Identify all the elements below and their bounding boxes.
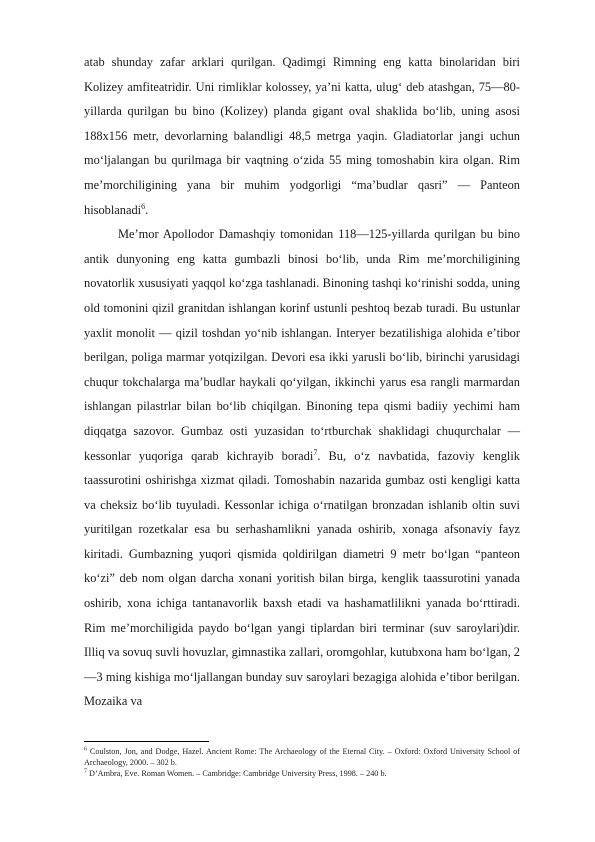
paragraph-2 bbox=[84, 222, 520, 714]
paragraph-2-text-start: Meʼmor Apollodor Damashqiy tomonidan 118—125-yillarda qurilgan bu bino antik dunyoning eng katta gumbazli binosi boʻlib, unda Rim meʼmorchiligining novatorlik xususiyati yaqqol koʻzga tashlanadi. Binoning tashqi koʻrinishi sodda, uning old tomonini qizil granitdan ishlangan korinf ustunli peshtoq bezab turadi. Bu ustunlar yaxlit monolit — qizil toshdan yoʻnib ishlangan. Interyer bezatilishiga alohida eʼtibor berilgan, poliga marmar yotqizilgan. Devori esa ikki yarusli boʻlib, birinchi yarusidagi chuqur tokchalarga maʼbudlar haykali qoʻyilgan, ikkinchi yarus esa rangli marmardan ishlangan pilastrlar bilan boʻlib chiqilgan. Binoning tepa qismi badiiy yechimi ham diqqatga sazovor. Gumbaz osti yuzasidan toʻrtburchak shaklidagi chuqurchalar — kessonlar yuqoriga qarab kichrayib boradi bbox=[84, 227, 520, 463]
footnote-6-marker: 6 bbox=[84, 746, 87, 753]
footnote-7 bbox=[84, 768, 520, 779]
footnote-7-marker: 7 bbox=[84, 768, 87, 775]
footnote-6 bbox=[84, 746, 520, 768]
paragraph-1 bbox=[84, 50, 520, 222]
footnote-ref-6[interactable]: 6 bbox=[141, 201, 146, 211]
footnote-7-text: D’Ambra, Eve. Roman Women. – Cambridge: Cambridge University Press, 1998. – 240 b. bbox=[87, 769, 387, 779]
footnote-6-text: Coulston, Jon, and Dodge, Hazel. Ancient Rome: The Archaeology of the Eternal City. – Oxford: Oxford University School of Archaeology, 2000. – 302 b. bbox=[84, 747, 520, 768]
paragraph-2-text-end: . Bu, oʻz navbatida, fazoviy kenglik taassurotini oshirishga xizmat qiladi. Tomoshabin nazarida gumbaz osti kengligi katta va cheksiz boʻlib tuyuladi. Kessonlar ichiga oʻrnatilgan bronzadan ishlanib oltin suvi yuritilgan rozetkalar esa bu serhashamlikni yanada oshirib, xonaga afsonaviy fayz kiritadi. Gumbazning yuqori qismida qoldirilgan diametri 9 metr boʻlgan “panteon koʻzi” deb nom olgan darcha xonani yoritish bilan birga, kenglik taassurotini yanada oshirib, xona ichiga tantanavorlik baxsh etadi va hashamatlilikni yanada boʻrttiradi. Rim meʼmorchiligida paydo boʻlgan yangi tiplardan biri terminar (suv saroylari)dir. Illiq va sovuq suvli hovuzlar, gimnastika zallari, oromgohlar, kutubxona ham boʻlgan, 2—3 ming kishiga moʻljallangan bunday suv saroylari bezagiga alohida eʼtibor berilgan. Mozaika va bbox=[84, 448, 520, 709]
paragraph-1-end: . bbox=[145, 202, 149, 217]
footnote-ref-7[interactable]: 7 bbox=[313, 447, 318, 457]
footnotes bbox=[84, 746, 520, 780]
footnote-divider bbox=[84, 741, 209, 742]
body-text bbox=[84, 50, 520, 714]
paragraph-1-text: atab shunday zafar arklari qurilgan. Qadimgi Rimning eng katta binolaridan biri Kolizey amfiteatridir. Uni rimliklar kolossey, yaʼni katta, ulugʻ deb atashgan, 75—80-yillarda qurilgan bu bino (Kolizey) planda gigant oval shaklida boʻlib, uning asosi 188x156 metr, devorlarning balandligi 48,5 metrga yaqin. Gladiatorlar jangi uchun moʻljalangan bu qurilmaga bir vaqtning oʻzida 55 ming tomoshabin kira olgan. Rim meʼmorchiligining yana bir muhim yodgorligi “maʼbudlar qasri” — Panteon hisoblanadi bbox=[84, 55, 520, 217]
